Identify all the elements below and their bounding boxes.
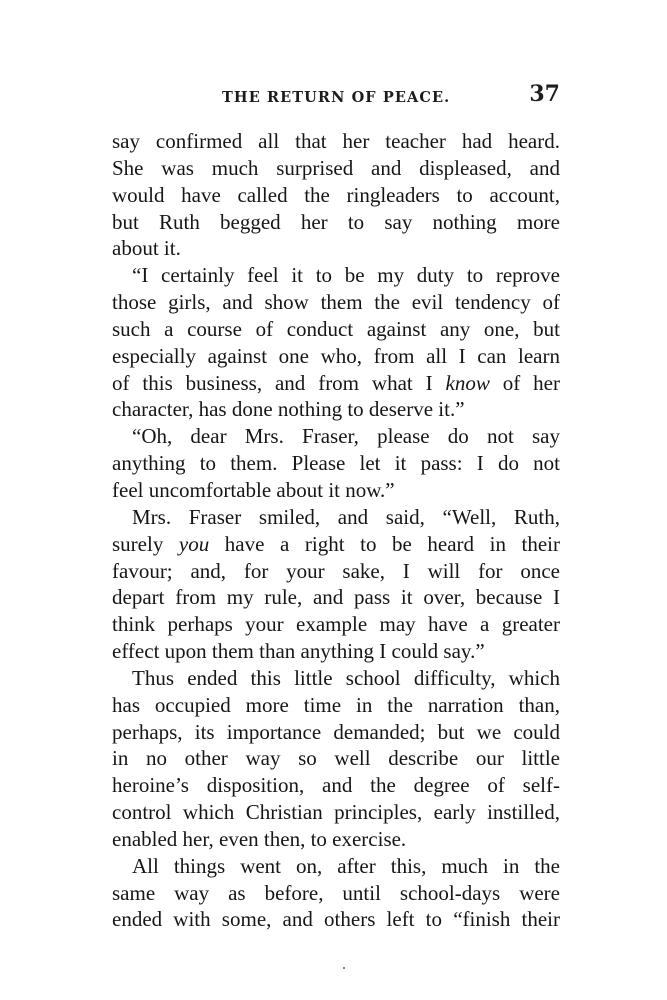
text-line: heroine’s disposition, and the degree of self-	[112, 773, 560, 798]
text-line: surely you have a right to be heard in their	[112, 531, 560, 556]
print-speck	[343, 967, 345, 969]
text-line: “Oh, dear Mrs. Fraser, please do not say	[132, 424, 560, 449]
text-line: but Ruth begged her to say nothing more	[112, 209, 560, 234]
text-line: Thus ended this little school difficulty, which	[132, 665, 560, 690]
text-line: She was much surprised and displeased, and	[112, 155, 560, 180]
text-line: Mrs. Fraser smiled, and said, “Well, Ruth,	[132, 504, 560, 529]
body-text	[112, 128, 560, 933]
text-line: perhaps, its importance demanded; but we could	[112, 719, 560, 744]
text-line: think perhaps your example may have a greater	[112, 612, 560, 637]
text-line: especially against one who, from all I can learn	[112, 343, 560, 368]
text-line: in no other way so well describe our little	[112, 746, 560, 771]
text-line: effect upon them than anything I could say.”	[112, 639, 485, 664]
text-line: character, has done nothing to deserve it.”	[112, 397, 465, 422]
text-line: depart from my rule, and pass it over, because I	[112, 585, 560, 610]
page-number: 37	[529, 81, 560, 107]
text-line: has occupied more time in the narration than,	[112, 692, 560, 717]
text-line: anything to them. Please let it pass: I do not	[112, 451, 560, 476]
text-line: “I certainly feel it to be my duty to reprove	[132, 263, 560, 288]
text-line: such a course of conduct against any one, but	[112, 316, 560, 341]
text-line: enabled her, even then, to exercise.	[112, 826, 407, 851]
text-line: All things went on, after this, much in the	[132, 853, 560, 878]
text-line: same way as before, until school-days were	[112, 880, 560, 905]
text-line: favour; and, for your sake, I will for once	[112, 558, 560, 583]
text-line: say confirmed all that her teacher had heard.	[112, 129, 560, 153]
text-line: would have called the ringleaders to account,	[112, 182, 560, 207]
text-line: control which Christian principles, early instilled,	[112, 800, 560, 825]
text-line: about it.	[112, 236, 181, 261]
text-line: feel uncomfortable about it now.”	[112, 477, 395, 502]
text-line: of this business, and from what I know of her	[112, 370, 560, 395]
running-title: THE RETURN OF PEACE.	[222, 89, 451, 106]
page-header	[112, 81, 560, 110]
text-line: those girls, and show them the evil tendency of	[112, 290, 560, 315]
emphasis: you	[178, 531, 210, 556]
text-line: ended with some, and others left to “finish their	[112, 907, 560, 932]
emphasis: know	[445, 370, 490, 395]
